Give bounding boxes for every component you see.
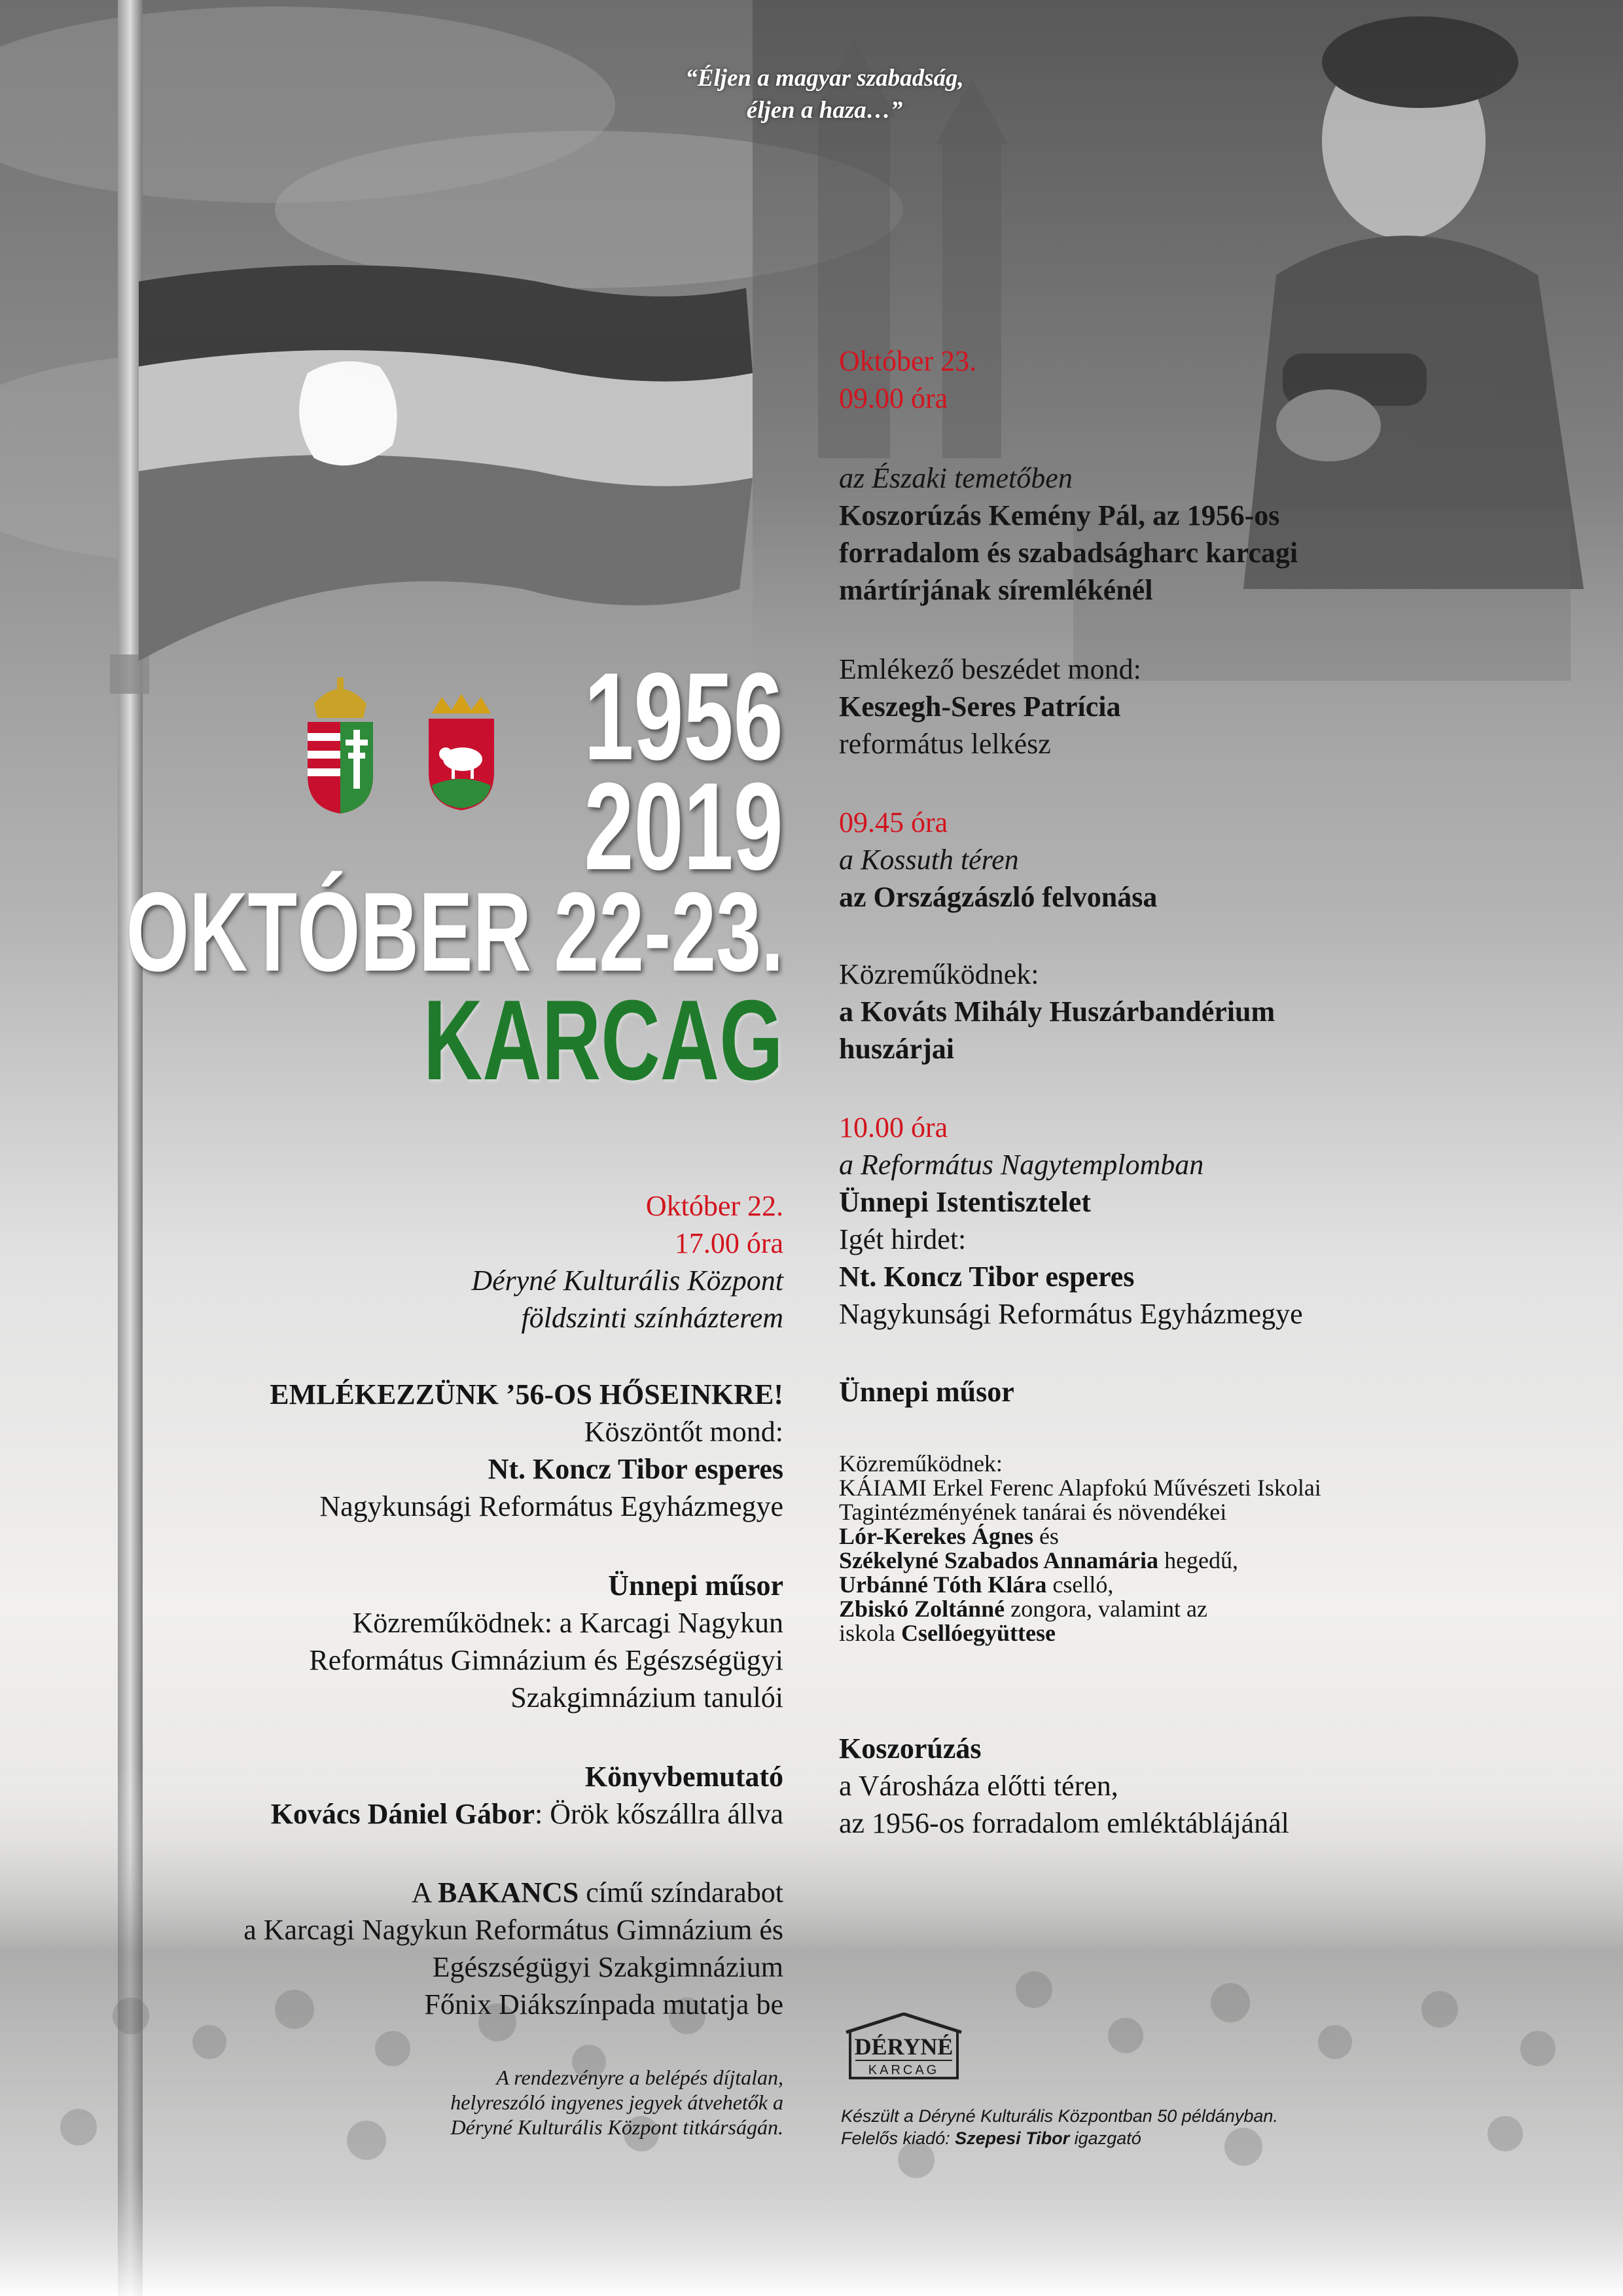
- day2-time3: 10.00 óra: [839, 1111, 948, 1143]
- performer-role: zongora, valamint az: [1005, 1596, 1207, 1622]
- day2-speech: [839, 651, 1493, 762]
- day2-program-title: Ünnepi műsor: [839, 1376, 1014, 1408]
- performer-name: Csellóegyüttese: [901, 1620, 1056, 1646]
- day1-play: [63, 1874, 783, 2023]
- day2-program: [839, 1452, 1493, 1645]
- day1-play-line: a Karcagi Nagykun Református Gimnázium és: [243, 1914, 783, 1946]
- day1-book-title: Könyvbemutató: [584, 1761, 783, 1793]
- city-name: KARCAG: [423, 976, 783, 1103]
- day2-header: [839, 342, 1493, 417]
- footer-publisher-name: Szepesi Tibor: [955, 2128, 1070, 2148]
- day1-header: [63, 1187, 783, 1336]
- day1-book-name: : Örök kőszállra állva: [535, 1798, 783, 1830]
- karcag-coat-of-arms-icon: [422, 694, 501, 812]
- quote: [589, 62, 1060, 126]
- day1-program-line: Közreműködnek: a Karcagi Nagykun: [352, 1607, 783, 1639]
- day2-place3: a Református Nagytemplomban: [839, 1149, 1204, 1181]
- day1-play-prefix: A: [411, 1876, 438, 1909]
- day2-event1-line: Koszorúzás Kemény Pál, az 1956-os: [839, 499, 1280, 531]
- year-2019: 2019: [584, 757, 783, 896]
- event-dates: OKTÓBER 22-23.: [126, 869, 783, 995]
- day2-place1: az Északi temetőben: [839, 462, 1073, 494]
- footer-publisher-label: Felelős kiadó:: [841, 2128, 955, 2148]
- day1-speaker: Nt. Koncz Tibor esperes: [488, 1453, 783, 1485]
- day1-book-author: Kovács Dániel Gábor: [270, 1798, 535, 1830]
- day2-wreath-title: Koszorúzás: [839, 1732, 982, 1765]
- day2-event2: [839, 804, 1493, 916]
- day2-event3: [839, 1109, 1493, 1333]
- day2-coop-label: Közreműködnek:: [839, 958, 1039, 990]
- day1-play-name: BAKANCS: [438, 1876, 579, 1909]
- entry-note-line: A rendezvényre a belépés díjtalan,: [496, 2066, 783, 2089]
- day2-coop-line: a Kováts Mihály Huszárbandérium: [839, 996, 1275, 1028]
- day2-speech-name: Keszegh-Seres Patrícia: [839, 691, 1121, 723]
- day2-speech-role: református lelkész: [839, 728, 1051, 760]
- day2-preach-label: Igét hirdet:: [839, 1223, 967, 1255]
- day1-commemoration: [63, 1376, 783, 1525]
- day2-preach-org: Nagykunsági Református Egyházmegye: [839, 1298, 1303, 1330]
- day1-heading: EMLÉKEZZÜNK ’56-OS HŐSEINKRE!: [270, 1378, 783, 1410]
- quote-line: “Éljen a magyar szabadság,: [685, 65, 964, 92]
- day1-play-suffix: című színdarabot: [579, 1876, 783, 1909]
- day1-book: [63, 1758, 783, 1833]
- day2-event1-line: mártírjának síremlékénél: [839, 574, 1153, 606]
- day2-date: Október 23.: [839, 345, 977, 377]
- day2-preach-name: Nt. Koncz Tibor esperes: [839, 1261, 1135, 1293]
- day2-event1-line: forradalom és szabadságharc karcagi: [839, 537, 1298, 569]
- deryne-logo-icon: [841, 2013, 967, 2083]
- footer-publisher-role: igazgató: [1069, 2128, 1141, 2148]
- quote-line: éljen a haza…”: [746, 97, 903, 124]
- performer-role: cselló,: [1046, 1571, 1114, 1598]
- footer-made: Készült a Déryné Kulturális Központban 50 példányban.: [841, 2106, 1278, 2126]
- day1-program-line: Szakgimnázium tanulói: [510, 1681, 783, 1713]
- day2-speech-label: Emlékező beszédet mond:: [839, 653, 1141, 685]
- entry-note: [63, 2065, 783, 2140]
- deryne-logo-name: DÉRYNÉ: [854, 2034, 954, 2060]
- day2-coop-line: huszárjai: [839, 1033, 954, 1065]
- day1-speaker-org: Nagykunsági Református Egyházmegye: [319, 1490, 783, 1522]
- day2-event2-name: az Országzászló felvonása: [839, 881, 1158, 913]
- day1-program: [63, 1567, 783, 1716]
- day2-coop: [839, 956, 1493, 1067]
- day1-venue: földszinti színházterem: [521, 1302, 783, 1334]
- footer: [841, 2105, 1528, 2149]
- performer-role: és: [1033, 1523, 1059, 1549]
- day2-program-label: Közreműködnek:: [839, 1450, 1003, 1477]
- performer-name: Urbánné Tóth Klára: [839, 1571, 1047, 1598]
- deryne-logo-city: KARCAG: [868, 2063, 940, 2077]
- day2-time: 09.00 óra: [839, 382, 948, 414]
- day1-play-line: Főnix Diákszínpada mutatja be: [424, 1988, 783, 2020]
- entry-note-line: Déryné Kulturális Központ titkárságán.: [450, 2115, 783, 2139]
- day2-time2: 09.45 óra: [839, 806, 948, 838]
- day1-date: Október 22.: [645, 1190, 783, 1222]
- entry-note-line: helyreszóló ingyenes jegyek átvehetők a: [450, 2090, 783, 2114]
- day1-greeting-label: Köszöntőt mond:: [584, 1416, 783, 1448]
- performer-name: Lór-Kerekes Ágnes: [839, 1523, 1033, 1549]
- year-1956: 1956: [584, 647, 783, 786]
- day2-wreath-line: az 1956-os forradalom emléktáblájánál: [839, 1807, 1289, 1839]
- day2-event3-name: Ünnepi Istentisztelet: [839, 1186, 1091, 1218]
- day2-program-line: KÁIAMI Erkel Ferenc Alapfokú Művészeti Iskolai: [839, 1475, 1321, 1501]
- performer-prefix: iskola: [839, 1620, 901, 1646]
- day1-program-line: Református Gimnázium és Egészségügyi: [309, 1644, 783, 1676]
- day2-wreath-line: a Városháza előtti téren,: [839, 1770, 1118, 1802]
- day2-event1: [839, 459, 1493, 609]
- hungarian-coat-of-arms-icon: [301, 677, 380, 815]
- performer-name: Székelyné Szabados Annamária: [839, 1547, 1159, 1573]
- day1-play-line: Egészségügyi Szakgimnázium: [432, 1951, 783, 1983]
- deryne-logo: [841, 2013, 967, 2083]
- day2-wreath: [839, 1730, 1493, 1842]
- day2-place2: a Kossuth téren: [839, 844, 1019, 876]
- performer-name: Zbiskó Zoltánné: [839, 1596, 1005, 1622]
- day1-venue: Déryné Kulturális Központ: [471, 1265, 783, 1297]
- day2-program-line: Tagintézményének tanárai és növendékei: [839, 1499, 1227, 1525]
- day1-program-title: Ünnepi műsor: [608, 1570, 783, 1602]
- day1-time: 17.00 óra: [674, 1227, 783, 1259]
- performer-role: hegedű,: [1158, 1547, 1239, 1573]
